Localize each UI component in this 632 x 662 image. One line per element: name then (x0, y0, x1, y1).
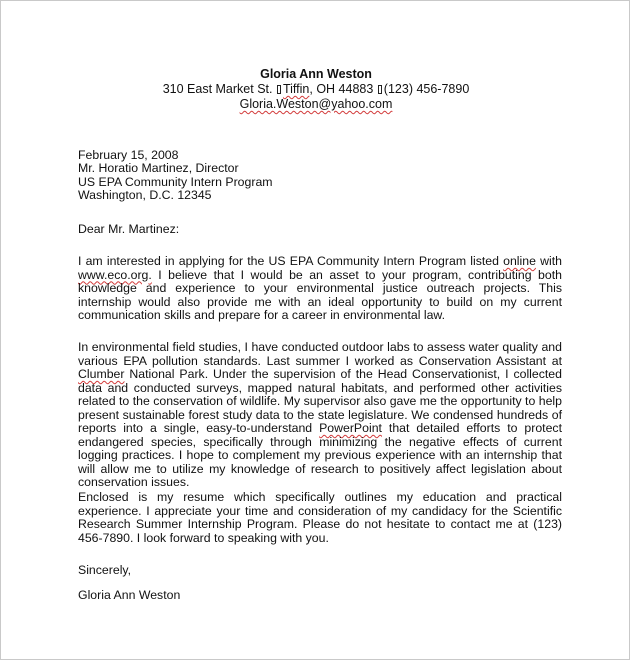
paragraph-2 (78, 341, 562, 490)
letterhead (1, 67, 631, 112)
sender-address-line (1, 82, 631, 97)
p2-text-a: In environmental field studies, I have conducted outdoor labs to assess water quality and various EPA pollution standards. Last summer I worked as Conservation Assistant at (78, 340, 562, 368)
sender-city: Tiffin (282, 82, 310, 96)
sender-phone: (123) 456-7890 (383, 82, 470, 96)
p3-text: Enclosed is my resume which specifically outlines my education and practical experience. I appreciate your time and consideration of my candidacy for the Scientific Research Summer Internship Program. Please do not hesitate to contact me at (123) 456-7890. I look forward to speaking with you. (78, 490, 562, 545)
missing-glyph-icon (277, 85, 281, 94)
recipient-line-2: US EPA Community Intern Program (78, 174, 273, 189)
signature-name: Gloria Ann Weston (78, 588, 181, 602)
paragraph-1 (78, 255, 562, 323)
p2-text-e: that detailed efforts to protect endangered species, specifically through minimizing the negative effects of current logging practices. I hope to complement my previous experience with an internship that will allow me to utilize my knowledge of research to positively affect legislation about conservation issues. (78, 421, 562, 489)
recipient-line-3: Washington, D.C. 12345 (78, 188, 212, 202)
sender-name: Gloria Ann Weston (260, 67, 372, 81)
p1-text-c: with (535, 254, 562, 268)
missing-glyph-icon (378, 85, 382, 94)
p1-link-eco: www.eco.org. (78, 267, 152, 282)
p2-text-powerpoint: PowerPoint (319, 421, 382, 435)
paragraph-3 (78, 491, 562, 545)
recipient-line-1: Mr. Horatio Martinez, Director (78, 161, 239, 175)
sender-street: 310 East Market St. (162, 82, 273, 96)
date-line: February 15, 2008 (78, 148, 179, 162)
sender-email: Gloria.Weston@yahoo.com (239, 97, 393, 111)
salutation: Dear Mr. Martinez: (78, 222, 180, 236)
recipient-address (78, 162, 562, 203)
sender-state-zip: , OH 44883 (309, 82, 374, 96)
p1-text-online: online (503, 254, 536, 268)
p2-text-c: National Park. Under the supervision of the Head Conservationist, I collected data and conducted surveys, mapped natural habitats, and performed other activities related to the conservation of wildlife. My supervisor also gave me the opportunity to help present sustainable forest study data to the state legislature. We condensed hundreds of reports into a single, easy-to-understand (78, 367, 562, 435)
p1-text-e: I believe that I would be an asset to your program, contributing both knowledge and experience to your environmental justice outreach projects. This internship would also provide me with an ideal opportunity to build on my current communication skills and prepare for a career in environmental law. (78, 267, 562, 322)
p2-text-clumber: Clumber (78, 367, 125, 381)
p1-text-a: I am interested in applying for the US EPA Community Intern Program listed (78, 254, 504, 268)
closing: Sincerely, (78, 563, 132, 577)
